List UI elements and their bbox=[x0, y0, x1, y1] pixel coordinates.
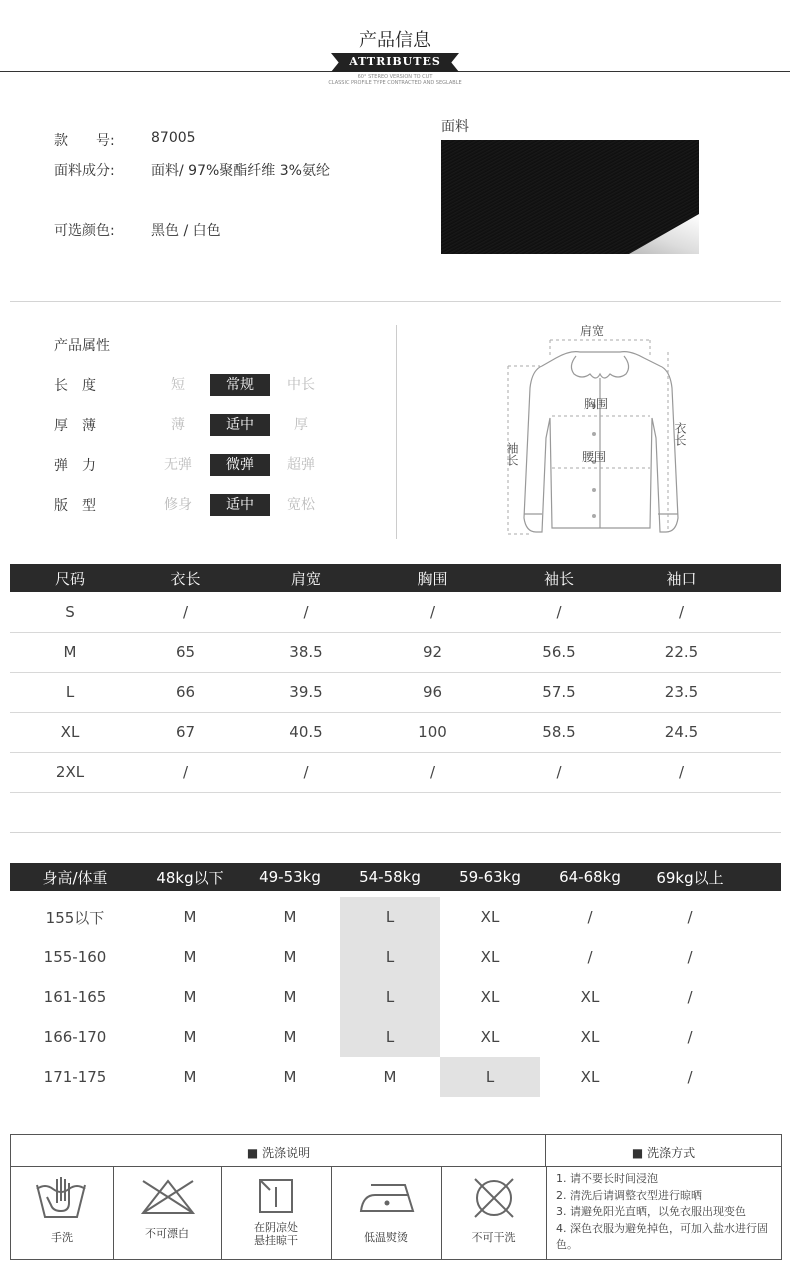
table-cell-highlighted: L bbox=[340, 937, 440, 977]
header-subtitle-2: CLASSIC PROFILE TYPE CONTRACTED AND SEGLABLE bbox=[328, 80, 462, 86]
table-row bbox=[10, 592, 781, 632]
care-instructions-heading: ■ 洗涤说明 bbox=[246, 1146, 311, 1160]
fabric-swatch-image bbox=[441, 140, 699, 254]
table-cell: / bbox=[687, 1068, 693, 1086]
table-row bbox=[10, 1057, 781, 1097]
table-cell: / bbox=[494, 752, 624, 792]
diagram-sleeve-label: 袖长 bbox=[505, 442, 519, 466]
no-bleach-label: 不可漂白 bbox=[145, 1227, 189, 1240]
table-row bbox=[10, 977, 781, 1017]
care-section bbox=[10, 1134, 782, 1260]
attr-length-regular: 常规 bbox=[210, 374, 270, 396]
table-cell: 56.5 bbox=[494, 632, 624, 672]
table-cell: / bbox=[587, 948, 593, 966]
table-cell: M bbox=[283, 988, 297, 1006]
table-cell: / bbox=[687, 948, 693, 966]
table-cell: M bbox=[183, 948, 197, 966]
table-cell: / bbox=[371, 592, 494, 632]
attributes-badge-text: ATTRIBUTES bbox=[349, 55, 441, 68]
fit-col-header: 64-68kg bbox=[540, 863, 640, 891]
care-method-heading: ■ 洗涤方式 bbox=[631, 1146, 696, 1160]
fit-col-header: 48kg以下 bbox=[140, 863, 240, 891]
table-cell: 38.5 bbox=[241, 632, 371, 672]
table-cell: 65 bbox=[130, 632, 241, 672]
table-cell: 40.5 bbox=[241, 712, 371, 752]
table-cell: XL bbox=[480, 988, 500, 1006]
no-bleach-icon bbox=[139, 1177, 197, 1217]
table-cell: 22.5 bbox=[624, 632, 739, 672]
hang-dry-shade-label: 在阴凉处 悬挂晾干 bbox=[254, 1221, 298, 1247]
table-cell: / bbox=[687, 908, 693, 926]
table-row bbox=[10, 712, 781, 752]
attr-length-label: 长 度 bbox=[54, 378, 96, 394]
table-cell: M bbox=[183, 988, 197, 1006]
attr-fit-label: 版 型 bbox=[54, 498, 96, 514]
size-table bbox=[10, 564, 781, 793]
table-row bbox=[10, 897, 781, 937]
table-cell: 161-165 bbox=[43, 988, 107, 1006]
material-value: 面料/ 97%聚酯纤维 3%氨纶 bbox=[151, 163, 330, 179]
attr-fit-regular: 适中 bbox=[210, 494, 270, 516]
size-col-header: 袖口 bbox=[624, 564, 739, 592]
page-title: 产品信息 bbox=[359, 30, 431, 51]
table-cell: 155-160 bbox=[43, 948, 107, 966]
divider bbox=[10, 832, 781, 833]
table-cell: / bbox=[241, 592, 371, 632]
low-iron-label: 低温熨烫 bbox=[364, 1231, 408, 1244]
table-row bbox=[10, 632, 781, 672]
hand-wash-label: 手洗 bbox=[51, 1231, 73, 1244]
attr-fit-slim: 修身 bbox=[164, 497, 192, 513]
table-cell: S bbox=[10, 592, 130, 632]
table-cell: 39.5 bbox=[241, 672, 371, 712]
table-cell: M bbox=[183, 1068, 197, 1086]
style-number-label: 款 号: bbox=[54, 133, 115, 149]
style-number-value: 87005 bbox=[151, 130, 196, 146]
table-cell: M bbox=[283, 948, 297, 966]
table-cell: / bbox=[241, 752, 371, 792]
table-cell: XL bbox=[580, 1028, 600, 1046]
table-cell: / bbox=[371, 752, 494, 792]
fit-col-header: 54-58kg bbox=[340, 863, 440, 891]
header-subtitle-1: 60° STEREO VERSION TO CUT bbox=[357, 74, 433, 80]
care-notes bbox=[556, 1171, 778, 1254]
table-cell-highlighted: L bbox=[340, 977, 440, 1017]
hand-wash-icon bbox=[33, 1175, 89, 1221]
attr-elastic-super: 超弹 bbox=[287, 457, 315, 473]
table-cell: XL bbox=[480, 948, 500, 966]
divider bbox=[10, 301, 781, 302]
table-cell: M bbox=[283, 1028, 297, 1046]
table-cell: 92 bbox=[371, 632, 494, 672]
care-note: 3. 请避免阳光直晒，以免衣服出现变色 bbox=[556, 1205, 746, 1218]
size-table-header bbox=[10, 564, 781, 592]
table-cell: XL bbox=[580, 1068, 600, 1086]
size-col-header: 肩宽 bbox=[241, 564, 371, 592]
table-cell-highlighted: L bbox=[340, 1017, 440, 1057]
table-row bbox=[10, 1017, 781, 1057]
table-cell: L bbox=[10, 672, 130, 712]
attr-elastic-label: 弹 力 bbox=[54, 458, 96, 474]
colors-value: 黑色 / 白色 bbox=[151, 223, 221, 239]
table-cell: M bbox=[183, 908, 197, 926]
table-cell: / bbox=[687, 1028, 693, 1046]
table-cell: / bbox=[130, 752, 241, 792]
care-note: 4. 深色衣服为避免掉色，可加入盐水进行固色。 bbox=[556, 1221, 768, 1251]
table-cell: XL bbox=[480, 1028, 500, 1046]
table-cell: 100 bbox=[371, 712, 494, 752]
table-cell: 23.5 bbox=[624, 672, 739, 712]
hang-dry-shade-icon bbox=[257, 1177, 295, 1215]
diagram-shoulder-label: 肩宽 bbox=[579, 324, 605, 338]
size-col-header: 胸围 bbox=[371, 564, 494, 592]
table-cell: M bbox=[283, 1068, 297, 1086]
table-cell: 166-170 bbox=[43, 1028, 107, 1046]
table-cell: 155以下 bbox=[45, 908, 105, 927]
attr-fit-loose: 宽松 bbox=[287, 497, 315, 513]
size-col-header: 衣长 bbox=[130, 564, 241, 592]
attributes-title: 产品属性 bbox=[54, 338, 110, 354]
fit-col-header: 69kg以上 bbox=[640, 863, 740, 891]
fit-col-header: 49-53kg bbox=[240, 863, 340, 891]
table-cell: 58.5 bbox=[494, 712, 624, 752]
size-col-header: 尺码 bbox=[10, 564, 130, 592]
table-cell-highlighted: L bbox=[340, 897, 440, 937]
table-cell: 96 bbox=[371, 672, 494, 712]
fit-recommendation-table bbox=[10, 863, 781, 1097]
shirt-measurement-diagram bbox=[500, 318, 700, 542]
care-note: 1. 请不要长时间浸泡 bbox=[556, 1172, 658, 1185]
fit-table-header bbox=[10, 863, 781, 891]
table-cell: / bbox=[624, 752, 739, 792]
fit-col-header: 身高/体重 bbox=[10, 863, 140, 891]
table-cell: / bbox=[494, 592, 624, 632]
table-cell: 57.5 bbox=[494, 672, 624, 712]
table-cell: / bbox=[130, 592, 241, 632]
table-cell: M bbox=[383, 1068, 397, 1086]
attr-elastic-slight: 微弹 bbox=[210, 454, 270, 476]
diagram-waist-label: 腰围 bbox=[581, 450, 607, 464]
table-row bbox=[10, 672, 781, 712]
diagram-chest-label: 胸围 bbox=[583, 397, 609, 411]
no-dry-clean-label: 不可干洗 bbox=[471, 1231, 516, 1244]
attr-elastic-none: 无弹 bbox=[164, 457, 192, 473]
table-cell: XL bbox=[580, 988, 600, 1006]
size-col-header: 袖长 bbox=[494, 564, 624, 592]
attr-thickness-label: 厚 薄 bbox=[54, 418, 96, 434]
low-iron-icon bbox=[357, 1181, 417, 1215]
table-cell: 2XL bbox=[10, 752, 130, 792]
table-cell: 67 bbox=[130, 712, 241, 752]
fit-col-header: 59-63kg bbox=[440, 863, 540, 891]
attr-thickness-thin: 薄 bbox=[171, 417, 185, 433]
table-cell: 24.5 bbox=[624, 712, 739, 752]
no-dry-clean-icon bbox=[471, 1175, 517, 1221]
fabric-label: 面料 bbox=[441, 119, 469, 135]
material-label: 面料成分: bbox=[54, 163, 115, 179]
attr-length-mid: 中长 bbox=[287, 377, 315, 393]
colors-label: 可选颜色: bbox=[54, 223, 115, 239]
table-cell: XL bbox=[480, 908, 500, 926]
attr-length-short: 短 bbox=[171, 377, 185, 393]
vertical-separator bbox=[396, 325, 397, 539]
table-cell: / bbox=[624, 592, 739, 632]
table-cell: M bbox=[10, 632, 130, 672]
table-cell: 171-175 bbox=[43, 1068, 107, 1086]
table-cell: M bbox=[183, 1028, 197, 1046]
table-cell: XL bbox=[10, 712, 130, 752]
attr-thickness-thick: 厚 bbox=[294, 417, 308, 433]
table-cell: M bbox=[283, 908, 297, 926]
table-row bbox=[10, 937, 781, 977]
table-cell: / bbox=[687, 988, 693, 1006]
table-cell: / bbox=[587, 908, 593, 926]
table-row bbox=[10, 752, 781, 792]
care-note: 2. 清洗后请调整衣型进行晾晒 bbox=[556, 1188, 702, 1202]
table-cell: 66 bbox=[130, 672, 241, 712]
attr-thickness-medium: 适中 bbox=[210, 414, 270, 436]
table-cell-highlighted: L bbox=[440, 1057, 540, 1097]
diagram-length-label: 衣长 bbox=[673, 422, 687, 446]
